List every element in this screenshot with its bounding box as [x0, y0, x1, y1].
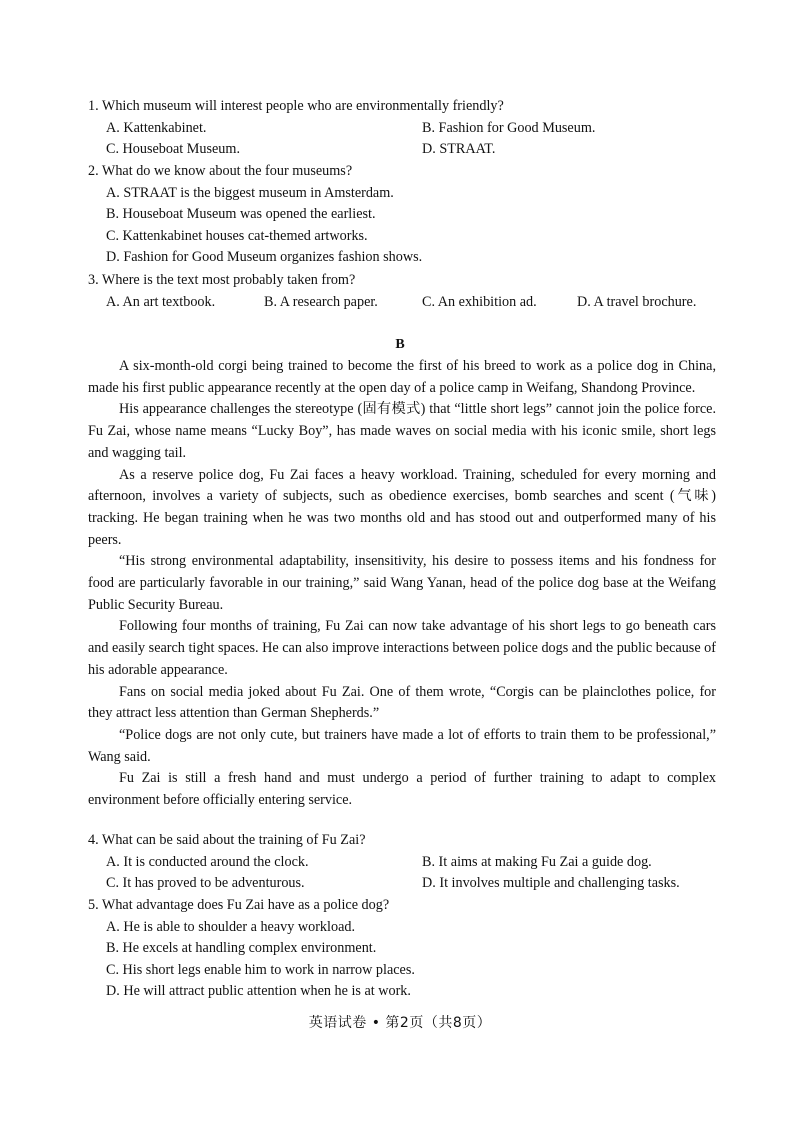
question-5 — [88, 895, 728, 1003]
option-d: D. He will attract public attention when he is at work. — [106, 983, 411, 1000]
passage-paragraph: Fu Zai is still a fresh hand and must undergo a period of further training to adapt to complex environment before officially entering service. — [88, 770, 716, 809]
question-3 — [88, 270, 728, 313]
option-a: A. He is able to shoulder a heavy workload. — [106, 918, 356, 935]
option-a: A. An art textbook. — [106, 293, 216, 310]
passage-paragraph: As a reserve police dog, Fu Zai faces a heavy workload. Training, scheduled for every morning and afternoon, involves a variety of subjects, such as obedience exercises, bomb searches and scent (气味) tracking. He began training when he was two months old and has stood out and outperformed many of his peers. — [88, 466, 716, 548]
question-options — [88, 118, 728, 161]
passage-paragraph: Fans on social media joked about Fu Zai. One of them wrote, “Corgis can be plainclothes police, for they attract less attention than German Shepherds.” — [88, 683, 716, 722]
question-options — [88, 917, 728, 1003]
option-b: B. Fashion for Good Museum. — [422, 119, 596, 136]
question-stem: 5. What advantage does Fu Zai have as a police dog? — [88, 897, 390, 913]
question-4 — [88, 830, 728, 895]
passage-paragraph: Following four months of training, Fu Zai can now take advantage of his short legs to go beneath cars and easily search tight spaces. He can also improve interactions between police dogs and the public because of his adorable appearance. — [88, 618, 716, 678]
question-stem: 3. Where is the text most probably taken from? — [88, 272, 356, 288]
question-options — [88, 292, 728, 314]
question-options — [88, 852, 728, 895]
passage-paragraph: “Police dogs are not only cute, but trainers have made a lot of efforts to train them to be professional,” Wang said. — [88, 726, 716, 765]
question-2 — [88, 161, 728, 269]
option-b: B. It aims at making Fu Zai a guide dog. — [422, 853, 652, 870]
option-a: A. It is conducted around the clock. — [106, 853, 309, 870]
question-stem: 2. What do we know about the four museums? — [88, 163, 353, 179]
question-1 — [88, 96, 728, 161]
option-c: C. An exhibition ad. — [422, 293, 537, 310]
option-c: C. It has proved to be adventurous. — [106, 875, 305, 892]
passage-paragraph: A six-month-old corgi being trained to become the first of his breed to work as a police dog in China, made his first public appearance recently at the open day of a police camp in Weifang, Shandong Province. — [88, 358, 716, 396]
option-a: A. STRAAT is the biggest museum in Amsterdam. — [106, 184, 394, 201]
option-b: B. He excels at handling complex environment. — [106, 940, 377, 957]
option-c: C. Kattenkabinet houses cat-themed artworks. — [106, 227, 368, 244]
option-c: C. His short legs enable him to work in narrow places. — [106, 961, 415, 978]
option-b: B. Houseboat Museum was opened the earliest. — [106, 206, 376, 223]
option-d: D. Fashion for Good Museum organizes fashion shows. — [106, 249, 423, 266]
passage-paragraph: His appearance challenges the stereotype (固有模式) that “little short legs” cannot join the police force. Fu Zai, whose name means “Lucky Boy”, has made waves on social media with his iconic smile, short legs and wagging tail. — [88, 401, 716, 461]
passage-paragraph: “His strong environmental adaptability, insensitivity, his desire to possess items and his fondness for food are particularly favorable in our training,” said Wang Yanan, head of the police dog base at the Weifang Public Security Bureau. — [88, 553, 716, 613]
question-stem: 1. Which museum will interest people who are environmentally friendly? — [88, 98, 504, 114]
option-d: D. STRAAT. — [422, 141, 496, 158]
option-d: D. It involves multiple and challenging tasks. — [422, 875, 680, 892]
option-b: B. A research paper. — [264, 293, 378, 310]
reading-passage — [88, 356, 716, 812]
section-heading: B — [395, 337, 405, 352]
question-options — [88, 183, 728, 269]
option-d: D. A travel brochure. — [577, 293, 697, 310]
option-a: A. Kattenkabinet. — [106, 119, 207, 136]
option-c: C. Houseboat Museum. — [106, 141, 240, 158]
question-stem: 4. What can be said about the training of Fu Zai? — [88, 832, 366, 848]
page-footer: 英语试卷 • 第2页（共8页） — [308, 1015, 492, 1031]
